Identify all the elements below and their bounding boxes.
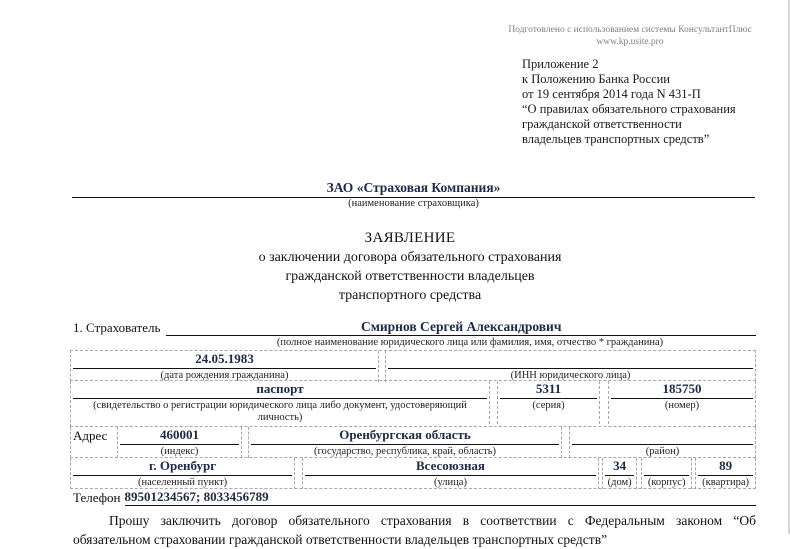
street-field[interactable]: Всесоюзная <box>305 458 597 476</box>
request-paragraph <box>73 511 756 549</box>
apartment-cell <box>696 458 755 489</box>
region-cell <box>249 427 562 458</box>
region-caption: (государство, республика, край, область) <box>313 446 497 457</box>
birth-inn-grid <box>70 350 756 381</box>
watermark-line-1: Подготовлено с использованием системы КонсультантПлюс <box>508 25 752 35</box>
insured-label: 1. Страхователь <box>73 320 161 335</box>
appendix-line: к Положению Банка России <box>522 72 670 86</box>
district-field[interactable] <box>572 427 753 445</box>
watermark-link[interactable]: www.kp.usite.pro <box>596 37 664 47</box>
birth-date-field[interactable]: 24.05.1983 <box>73 351 376 369</box>
address-label: Адрес <box>71 427 118 458</box>
region-field[interactable]: Оренбургская область <box>251 427 559 445</box>
apartment-caption: (квартира) <box>702 477 749 488</box>
index-cell <box>118 427 242 458</box>
building-field[interactable] <box>644 458 690 476</box>
document-number-caption: (номер) <box>664 400 700 411</box>
phone-row <box>73 489 756 506</box>
document-number-field[interactable]: 185750 <box>611 381 753 399</box>
title-subline: гражданской ответственности владельцев <box>285 269 535 284</box>
appendix-line: гражданской ответственности <box>522 117 682 131</box>
identity-document-grid <box>70 381 756 427</box>
birth-date-caption: (дата рождения гражданина) <box>160 370 289 381</box>
phone-label: Телефон <box>73 490 121 505</box>
apartment-field[interactable]: 89 <box>698 458 753 476</box>
document-series-cell <box>498 381 600 424</box>
insured-caption: (полное наименование юридического лица или фамилия, имя, отчество * гражданина) <box>276 337 664 348</box>
title-main: ЗАЯВЛЕНИЕ <box>364 230 456 246</box>
house-field[interactable]: 34 <box>605 458 634 476</box>
locality-cell <box>71 458 295 489</box>
address-grid-bottom <box>70 458 756 489</box>
title-subline: транспортного средства <box>338 288 482 303</box>
appendix-line: Приложение 2 <box>522 57 599 71</box>
birth-date-cell <box>71 351 379 382</box>
appendix-line: от 19 сентября 2014 года N 431-П <box>522 87 701 101</box>
document-title <box>200 229 620 305</box>
inn-field[interactable] <box>388 351 753 369</box>
insured-row <box>73 318 756 336</box>
document-series-field[interactable]: 5311 <box>500 381 597 399</box>
insurer-name-field[interactable]: ЗАО «Страховая Компания» <box>72 180 755 198</box>
building-caption: (корпус) <box>647 477 686 488</box>
spacer-cell <box>600 381 609 424</box>
title-subline: о заключении договора обязательного страхования <box>258 250 562 265</box>
inn-caption: (ИНН юридического лица) <box>510 370 631 381</box>
consultant-watermark <box>505 24 755 48</box>
locality-caption: (населенный пункт) <box>137 477 228 488</box>
appendix-line: “О правилах обязательного страхования <box>522 102 736 116</box>
spacer-cell <box>242 427 249 458</box>
appendix-reference <box>522 57 782 147</box>
index-field[interactable]: 460001 <box>120 427 239 445</box>
appendix-line: владельцев транспортных средств” <box>522 132 710 146</box>
document-type-caption: (свидетельство о регистрации юридического лица либо документ, удостоверяющий личность) <box>93 400 467 423</box>
document-type-cell <box>71 381 490 424</box>
insured-name-field[interactable]: Смирнов Сергей Александрович <box>166 319 756 336</box>
insurer-caption: (наименование страховщика) <box>348 198 479 209</box>
inn-cell <box>386 351 755 382</box>
house-cell <box>603 458 637 489</box>
street-cell <box>303 458 600 489</box>
spacer-cell <box>295 458 302 489</box>
document-number-cell <box>609 381 755 424</box>
document-type-field[interactable]: паспорт <box>73 381 487 399</box>
district-caption: (район) <box>645 446 680 457</box>
street-caption: (улица) <box>434 477 467 488</box>
locality-field[interactable]: г. Оренбург <box>73 458 292 476</box>
address-grid-top <box>70 427 756 458</box>
document-series-caption: (серия) <box>532 400 565 411</box>
insurer-section <box>72 180 755 210</box>
spacer-cell <box>490 381 498 424</box>
spacer-cell <box>562 427 570 458</box>
house-caption: (дом) <box>607 477 632 488</box>
district-cell <box>570 427 755 458</box>
request-paragraph-text: Прошу заключить договор обязательного страхования в соответствии с Федеральным законом “Об обязательном страховании гражданской ответственности владельцев транспортных средств” <box>73 513 756 547</box>
phone-field[interactable]: 89501234567; 8033456789 <box>125 489 756 506</box>
building-cell <box>642 458 693 489</box>
index-caption: (индекс) <box>160 446 199 457</box>
spacer-cell <box>379 351 386 382</box>
